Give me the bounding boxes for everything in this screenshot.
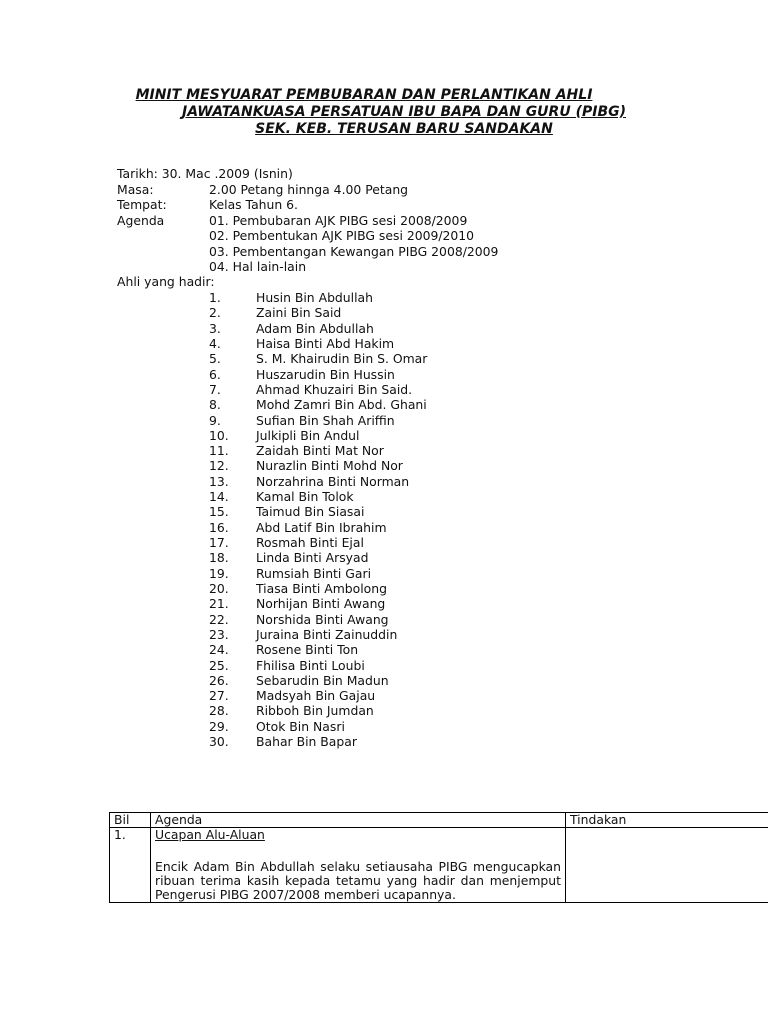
attendee-name: Huszarudin Bin Hussin (256, 366, 395, 382)
attendee-number: 28. (209, 703, 229, 719)
attendee-name: Norzahrina Binti Norman (256, 473, 410, 489)
attendee-name: Mohd Zamri Bin Abd. Ghani (256, 397, 427, 413)
attendee-name: Sufian Bin Shah Ariffin (256, 412, 395, 428)
attendee-name: Zaidah Binti Mat Nor (256, 443, 384, 459)
attendee-name: Ribboh Bin Jumdan (256, 703, 374, 719)
masa-value: 2.00 Petang hinnga 4.00 Petang (209, 181, 409, 197)
agenda-item: 04. Hal lain-lain (209, 259, 307, 274)
attendee-number: 22. (209, 611, 229, 627)
attendee-number: 1. (209, 290, 221, 305)
attendee-name: Tiasa Binti Ambolong (256, 580, 387, 596)
attendee-number: 20. (209, 580, 229, 596)
attendee-name: Otok Bin Nasri (256, 718, 345, 734)
minutes-table (109, 812, 768, 903)
attendee-number: 13. (209, 473, 229, 489)
attendee-name: S. M. Khairudin Bin S. Omar (256, 351, 428, 367)
attendee-number: 7. (209, 381, 221, 397)
table-row (110, 828, 768, 903)
row-heading: Ucapan Alu-Aluan (155, 827, 265, 842)
row-bil: 1. (110, 828, 151, 903)
header-tindakan: Tindakan (566, 813, 768, 828)
agenda-label: Agenda (117, 212, 165, 228)
attendee-name: Norhijan Binti Awang (256, 596, 386, 612)
attendee-number: 15. (209, 504, 229, 520)
attendee-name: Rosmah Binti Ejal (256, 535, 364, 550)
masa-label: Masa: (117, 181, 154, 197)
attendee-number: 29. (209, 718, 229, 734)
attendee-number: 23. (209, 626, 229, 642)
attendee-number: 14. (209, 489, 229, 505)
attendee-number: 21. (209, 596, 229, 612)
attendee-name: Bahar Bin Bapar (256, 734, 357, 750)
attendee-number: 26. (209, 672, 229, 688)
document-title-line-3: SEK. KEB. TERUSAN BARU SANDAKAN (255, 121, 553, 137)
attendees-label: Ahli yang hadir: (117, 274, 215, 289)
row-body: Encik Adam Bin Abdullah selaku setiausaha PIBG mengucapkan ribuan terima kasih kepada tetamu yang hadir dan menjemput Pengerusi PIBG 2007/2008 memberi ucapannya. (155, 859, 561, 902)
agenda-item: 02. Pembentukan AJK PIBG sesi 2009/2010 (209, 228, 475, 243)
attendee-name: Juraina Binti Zainuddin (256, 626, 398, 642)
attendee-number: 5. (209, 351, 221, 367)
attendee-name: Sebarudin Bin Madun (256, 672, 389, 688)
attendee-name: Julkipli Bin Andul (256, 427, 360, 443)
attendee-number: 19. (209, 565, 229, 581)
tarikh-line: Tarikh: 30. Mac .2009 (Isnin) (117, 166, 293, 181)
attendee-name: Madsyah Bin Gajau (256, 688, 376, 704)
attendee-number: 16. (209, 519, 229, 535)
tempat-value: Kelas Tahun 6. (209, 197, 298, 212)
attendee-number: 6. (209, 366, 221, 382)
attendee-number: 25. (209, 657, 229, 673)
row-tindakan (566, 828, 768, 903)
attendee-name: Norshida Binti Awang (256, 611, 389, 627)
attendee-name: Haisa Binti Abd Hakim (256, 335, 395, 351)
attendee-number: 12. (209, 458, 229, 474)
attendee-number: 3. (209, 320, 221, 336)
attendee-name: Kamal Bin Tolok (256, 489, 354, 505)
attendee-name: Linda Binti Arsyad (256, 550, 369, 566)
attendee-number: 30. (209, 734, 229, 750)
attendee-number: 2. (209, 305, 221, 321)
attendee-name: Rumsiah Binti Gari (256, 565, 372, 581)
attendee-name: Zaini Bin Said (256, 305, 342, 321)
attendee-name: Abd Latif Bin Ibrahim (256, 519, 387, 535)
attendee-number: 17. (209, 535, 229, 550)
attendee-number: 9. (209, 412, 221, 428)
attendee-number: 18. (209, 550, 229, 566)
attendee-number: 8. (209, 397, 221, 413)
attendee-name: Husin Bin Abdullah (256, 290, 373, 305)
tempat-label: Tempat: (117, 197, 167, 212)
attendee-number: 10. (209, 427, 229, 443)
attendee-number: 27. (209, 688, 229, 704)
agenda-item: 03. Pembentangan Kewangan PIBG 2008/2009 (209, 243, 499, 259)
agenda-item: 01. Pembubaran AJK PIBG sesi 2008/2009 (209, 212, 468, 228)
attendee-number: 11. (209, 443, 229, 459)
row-agenda (151, 828, 566, 903)
document-title-line-1: MINIT MESYUARAT PEMBUBARAN DAN PERLANTIKAN AHLI (135, 87, 593, 103)
attendee-name: Fhilisa Binti Loubi (256, 657, 365, 673)
attendee-number: 4. (209, 335, 221, 351)
table-header-row (110, 813, 768, 828)
header-agenda: Agenda (151, 813, 566, 828)
attendee-name: Nurazlin Binti Mohd Nor (256, 458, 403, 474)
attendee-name: Adam Bin Abdullah (256, 320, 374, 336)
header-bil: Bil (110, 813, 151, 828)
attendee-name: Taimud Bin Siasai (256, 504, 365, 520)
document-title-line-2: JAWATANKUASA PERSATUAN IBU BAPA DAN GURU (PIBG) (181, 104, 626, 120)
attendee-number: 24. (209, 642, 229, 658)
attendee-name: Ahmad Khuzairi Bin Said. (256, 381, 413, 397)
attendee-name: Rosene Binti Ton (256, 642, 359, 658)
